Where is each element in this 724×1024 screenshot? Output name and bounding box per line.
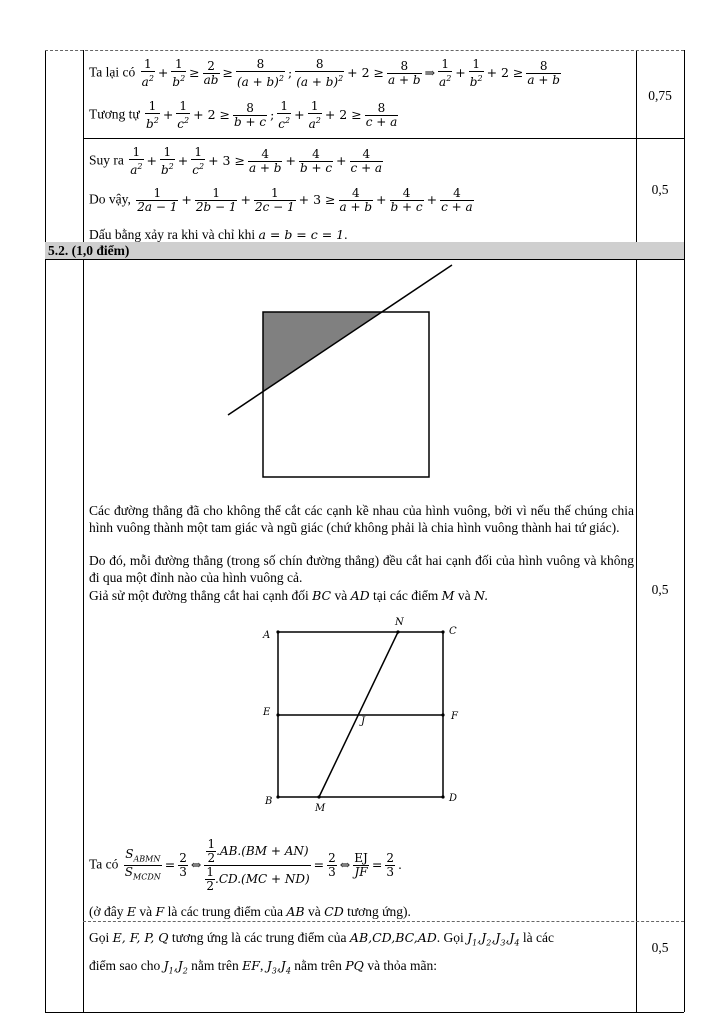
label-b: B — [265, 796, 273, 807]
vertex-dot — [276, 630, 279, 633]
section-title: 5.2. (1,0 điểm) — [48, 243, 130, 258]
table-border-left — [45, 50, 46, 1012]
score-cell: 0,5 — [651, 182, 669, 197]
vertex-dot — [441, 630, 444, 633]
label-e: E — [263, 707, 271, 718]
row-divider — [45, 50, 684, 51]
label-f: F — [451, 711, 458, 722]
vertex-dot — [441, 795, 444, 798]
row-divider — [45, 1012, 684, 1013]
cutting-line — [228, 265, 452, 415]
last-line-1: Gọi E, F, P, Q tương ứng là các trung điểm của AB,CD,BC,AD. Gọi $J_1,J_2,J_3,J_4$ là các — [89, 930, 554, 948]
label-m: M — [315, 803, 326, 814]
explanation-paragraph-3: Giả sử một đường thẳng cắt hai cạnh đối BC và AD tại các điểm M và N. — [89, 588, 489, 603]
label-d: D — [449, 793, 458, 804]
section-header-bar — [45, 242, 684, 259]
square-abcd-figure — [255, 612, 470, 817]
inequality-line-4: Do vậy, $\frac{1}{2a - 1}$ + $\frac{1}{2b - 1}$ + $\frac{1}{2c - 1}$ + 3 ≥ $\frac{4}{a + b}$ + $\frac{4}{b + c}$ + $\frac{4}{c + a}$ — [89, 186, 473, 214]
table-border-inner — [83, 50, 84, 242]
table-border-score — [636, 50, 637, 242]
label-c: C — [449, 626, 457, 637]
table-border-right — [684, 50, 685, 1012]
row-divider — [83, 138, 684, 139]
label-a: A — [263, 630, 271, 641]
midpoint-note: (ở đây E và F là các trung điểm của AB và CD tương ứng). — [89, 904, 411, 919]
last-line-2: điểm sao cho $J_1,J_2$ nằm trên EF, $J_3,J_4$ nằm trên PQ và thỏa mãn: — [89, 958, 438, 976]
explanation-paragraph-2: Do đó, mỗi đường thẳng (trong số chín đường thẳng) đều cắt hai cạnh đối của hình vuông và không đi qua một đỉnh nào của hình vuông cả. — [89, 553, 634, 585]
explanation-paragraph-1: Các đường thẳng đã cho không thể cắt các cạnh kề nhau của hình vuông, bởi vì nếu thế chúng chia hình vuông thành một tam giác và ngũ giác (chứ không phải là chia hình vuông thành hai tứ giác). — [89, 503, 634, 535]
inequality-line-2: Tương tự $\frac{1}{b^2}$ + $\frac{1}{c^2}$ + 2 ≥ $\frac{8}{b + c}$ ; $\frac{1}{c^2}$ + $\frac{1}{a^2}$ + 2 ≥ $\frac{8}{c + a}$ — [89, 99, 398, 131]
vertex-dot — [276, 795, 279, 798]
label-n: N — [395, 617, 404, 628]
row-divider — [45, 259, 684, 260]
score-cell: 0,75 — [648, 88, 672, 103]
label-j: J — [361, 716, 366, 727]
row-divider — [83, 921, 684, 922]
vertex-dot — [396, 630, 399, 633]
vertex-dot — [317, 795, 320, 798]
score-cell: 0,5 — [651, 940, 669, 955]
table-border-inner — [83, 259, 84, 1012]
vertex-dot — [441, 713, 444, 716]
equality-condition: Dấu bằng xảy ra khi và chỉ khi a = b = c = 1. — [89, 227, 348, 242]
vertex-dot — [276, 713, 279, 716]
inequality-line-3: Suy ra $\frac{1}{a^2}$ + $\frac{1}{b^2}$ + $\frac{1}{c^2}$ + 3 ≥ $\frac{4}{a + b}$ + $\frac{4}{b + c}$ + $\frac{4}{c + a}$ — [89, 145, 383, 177]
score-cell: 0,5 — [651, 582, 669, 597]
square-cut-figure — [220, 262, 460, 482]
inequality-line-1: Ta lại có $\frac{1}{a^2}$ + $\frac{1}{b^2}$ ≥ $\frac{2}{ab}$ ≥ $\frac{8}{(a + b)^2}$ ; $\frac{8}{(a + b)^2}$ + 2 ≥ $\frac{8}{a + b}$ ⇒ $\frac{1}{a^2}$ + $\frac{1}{b^2}$ + 2 ≥ $\frac{8}{a + b}$ — [89, 57, 560, 89]
ratio-equation: Ta có $S_{ABMN}$ $S_{MCDN}$ = $\frac{2}{3}$ ⇔ $\frac{1}{2}$ .AB.(BM + AN) $\frac{1}{2}$ .CD.(MC + ND) = $\frac{2}{3}$ ⇔ $\frac{EJ}{JF}$ = $\frac{2}{3}$ . — [89, 837, 402, 893]
table-border-score — [636, 259, 637, 1012]
